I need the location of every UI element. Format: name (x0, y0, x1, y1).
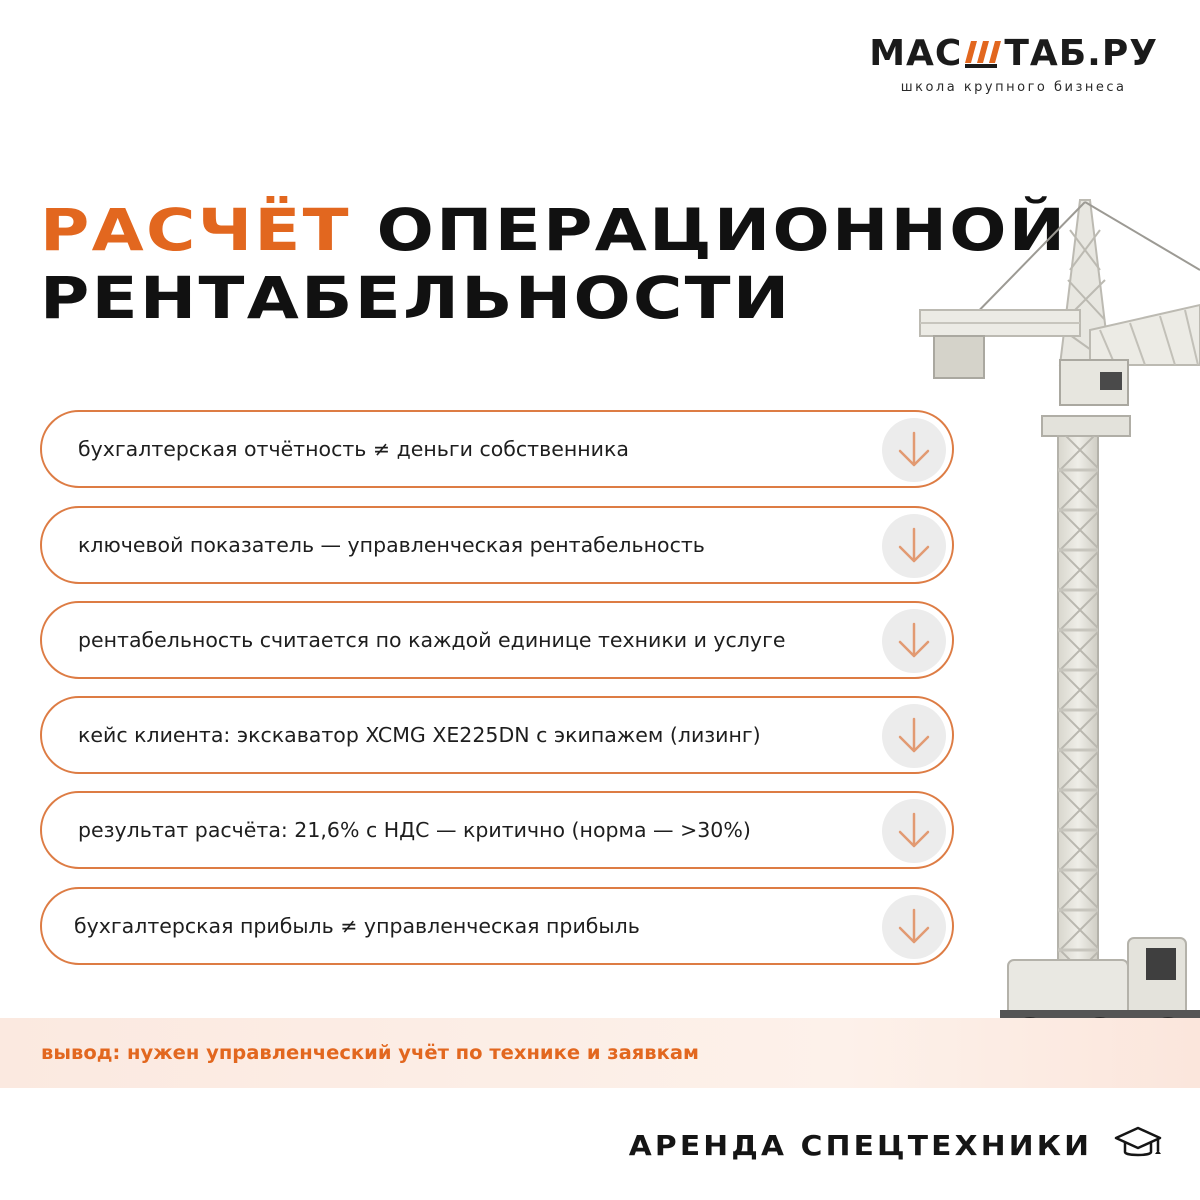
logo-prefix: МАС (869, 33, 963, 74)
arrow-down-icon (882, 418, 946, 482)
list-item-text: кейс клиента: экскаватор XCMG XE225DN с экипажем (лизинг) (78, 723, 761, 747)
logo-wordmark (869, 34, 1158, 78)
title-line-1-rest: ОПЕРАЦИОННОЙ (376, 196, 1068, 264)
conclusion-band (0, 1018, 1200, 1088)
list-item (40, 887, 954, 965)
list-item (40, 791, 954, 869)
footer-label: АРЕНДА СПЕЦТЕХНИКИ (628, 1129, 1092, 1162)
conclusion-text: вывод: нужен управленческий учёт по технике и заявкам (41, 1041, 699, 1064)
logo-suffix: ТАБ.РУ (1004, 33, 1158, 74)
graduation-cap-icon (1114, 1124, 1162, 1168)
list-item (40, 506, 954, 584)
brand-logo (869, 34, 1158, 95)
arrow-down-icon (882, 609, 946, 673)
list-item-text: результат расчёта: 21,6% с НДС — критично (норма — >30%) (78, 818, 751, 842)
list-item-text: ключевой показатель — управленческая рентабельность (78, 533, 705, 557)
title-line-2: РЕНТАБЕЛЬНОСТИ (40, 264, 792, 332)
brand-mark-icon (963, 38, 1003, 78)
arrow-down-icon (882, 799, 946, 863)
title-accent-word: РАСЧЁТ (40, 196, 351, 264)
list-item-text: бухгалтерская отчётность ≠ деньги собственника (78, 437, 629, 461)
logo-tagline: школа крупного бизнеса (900, 80, 1127, 95)
arrow-down-icon (882, 704, 946, 768)
list-item-text: рентабельность считается по каждой единице техники и услуге (78, 628, 786, 652)
list-item-text: бухгалтерская прибыль ≠ управленческая прибыль (74, 914, 640, 938)
arrow-down-icon (882, 514, 946, 578)
arrow-down-icon (882, 895, 946, 959)
list-item (40, 601, 954, 679)
list-item (40, 696, 954, 774)
list-item (40, 410, 954, 488)
